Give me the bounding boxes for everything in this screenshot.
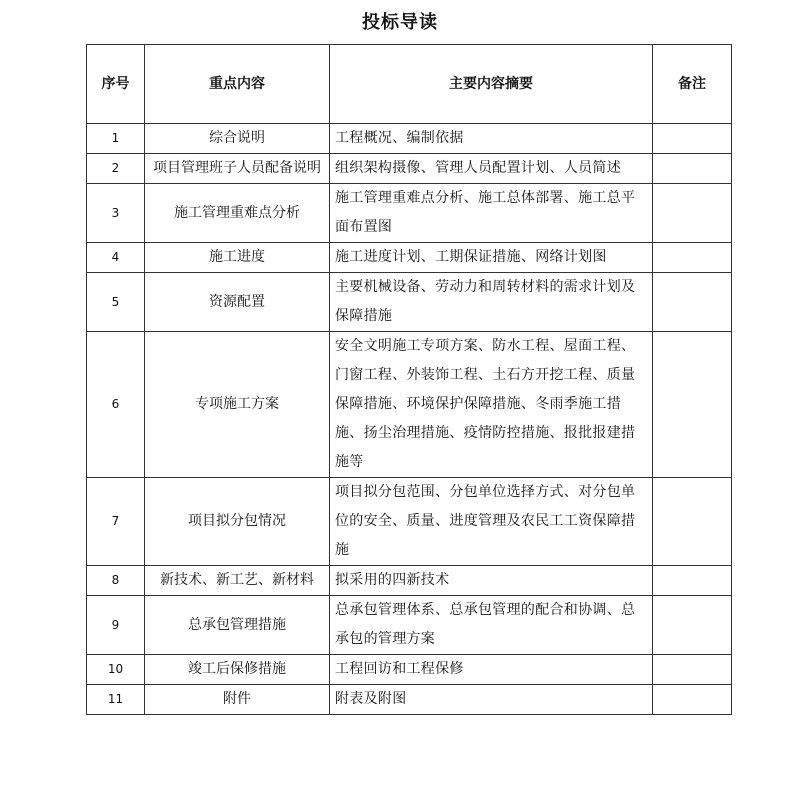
row-summary: 总承包管理体系、总承包管理的配合和协调、总承包的管理方案 xyxy=(330,596,653,655)
row-summary: 工程概况、编制依据 xyxy=(330,124,653,154)
row-remarks xyxy=(653,332,732,478)
row-number: 10 xyxy=(87,655,145,685)
row-summary: 项目拟分包范围、分包单位选择方式、对分包单位的安全、质量、进度管理及农民工工资保障措施 xyxy=(330,478,653,566)
row-remarks xyxy=(653,566,732,596)
row-remarks xyxy=(653,478,732,566)
row-key-content: 总承包管理措施 xyxy=(145,596,330,655)
table-row xyxy=(87,596,732,655)
row-summary: 安全文明施工专项方案、防水工程、屋面工程、门窗工程、外装饰工程、土石方开挖工程、质量保障措施、环境保护保障措施、冬雨季施工措施、扬尘治理措施、疫情防控措施、报批报建措施等 xyxy=(330,332,653,478)
table-row xyxy=(87,655,732,685)
row-remarks xyxy=(653,655,732,685)
table-row xyxy=(87,154,732,184)
table-row xyxy=(87,184,732,243)
table-row xyxy=(87,332,732,478)
table-row xyxy=(87,478,732,566)
row-summary: 附表及附图 xyxy=(330,685,653,715)
row-number: 3 xyxy=(87,184,145,243)
row-key-content: 资源配置 xyxy=(145,273,330,332)
table-row xyxy=(87,273,732,332)
row-number: 6 xyxy=(87,332,145,478)
row-number: 11 xyxy=(87,685,145,715)
row-remarks xyxy=(653,124,732,154)
row-summary: 主要机械设备、劳动力和周转材料的需求计划及保障措施 xyxy=(330,273,653,332)
row-key-content: 施工管理重难点分析 xyxy=(145,184,330,243)
header-summary: 主要内容摘要 xyxy=(330,45,653,124)
row-summary: 工程回访和工程保修 xyxy=(330,655,653,685)
row-number: 5 xyxy=(87,273,145,332)
row-number: 2 xyxy=(87,154,145,184)
row-summary: 施工进度计划、工期保证措施、网络计划图 xyxy=(330,243,653,273)
row-number: 7 xyxy=(87,478,145,566)
row-summary: 拟采用的四新技术 xyxy=(330,566,653,596)
bid-guide-table xyxy=(86,44,732,715)
row-number: 1 xyxy=(87,124,145,154)
row-remarks xyxy=(653,154,732,184)
row-key-content: 项目拟分包情况 xyxy=(145,478,330,566)
row-key-content: 施工进度 xyxy=(145,243,330,273)
table-row xyxy=(87,685,732,715)
row-number: 9 xyxy=(87,596,145,655)
header-key-content: 重点内容 xyxy=(145,45,330,124)
row-number: 8 xyxy=(87,566,145,596)
row-key-content: 竣工后保修措施 xyxy=(145,655,330,685)
row-number: 4 xyxy=(87,243,145,273)
row-key-content: 附件 xyxy=(145,685,330,715)
header-remarks: 备注 xyxy=(653,45,732,124)
row-key-content: 专项施工方案 xyxy=(145,332,330,478)
table-row xyxy=(87,243,732,273)
row-remarks xyxy=(653,685,732,715)
table-row xyxy=(87,124,732,154)
row-remarks xyxy=(653,273,732,332)
row-remarks xyxy=(653,596,732,655)
table-row xyxy=(87,566,732,596)
row-key-content: 项目管理班子人员配备说明 xyxy=(145,154,330,184)
document-title: 投标导读 xyxy=(362,12,438,33)
table-header-row xyxy=(87,45,732,124)
row-key-content: 新技术、新工艺、新材料 xyxy=(145,566,330,596)
row-summary: 组织架构摄像、管理人员配置计划、人员简述 xyxy=(330,154,653,184)
row-remarks xyxy=(653,243,732,273)
row-summary: 施工管理重难点分析、施工总体部署、施工总平面布置图 xyxy=(330,184,653,243)
row-remarks xyxy=(653,184,732,243)
header-number: 序号 xyxy=(87,45,145,124)
row-key-content: 综合说明 xyxy=(145,124,330,154)
